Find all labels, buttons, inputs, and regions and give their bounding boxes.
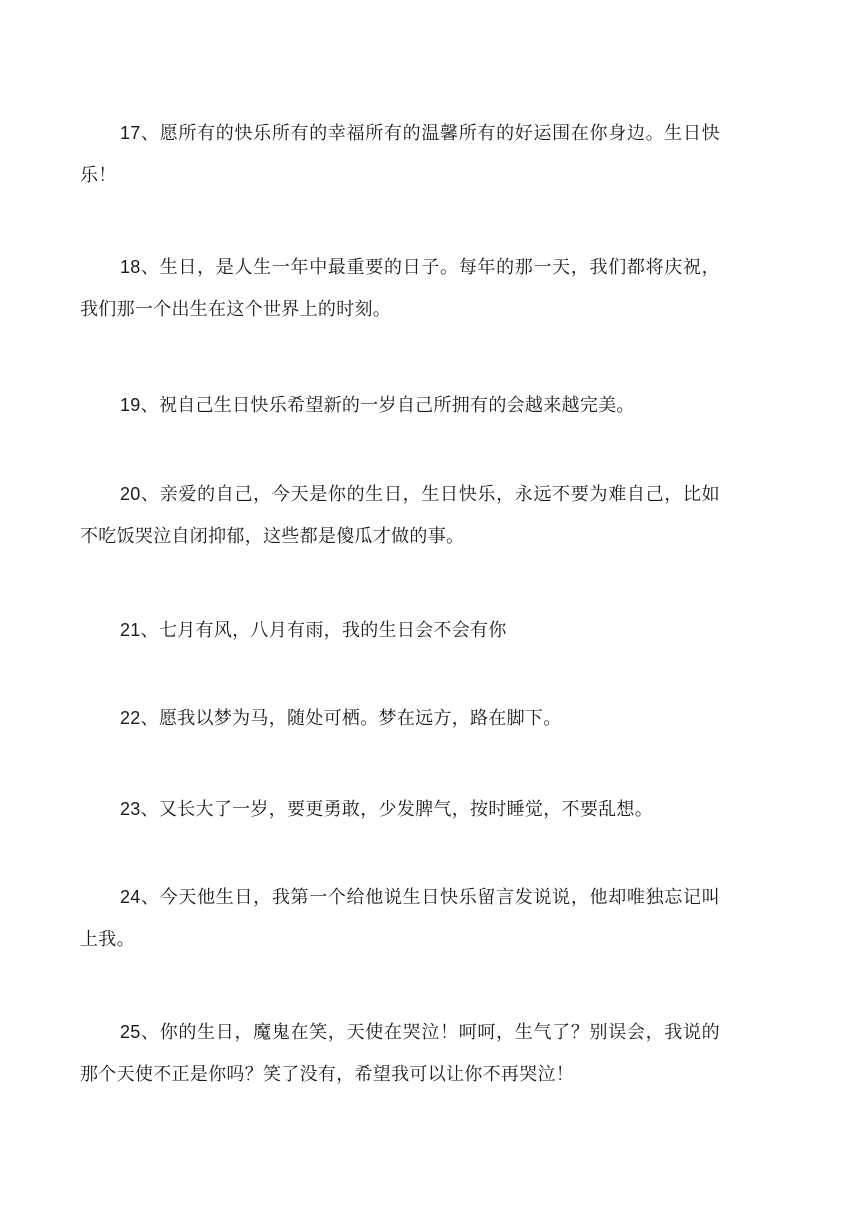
paragraph-19 — [80, 384, 720, 427]
paragraph-24 — [80, 876, 720, 961]
paragraph-separator: 、 — [140, 484, 160, 505]
paragraph-number: 20 — [120, 484, 141, 504]
paragraph-18 — [80, 246, 720, 331]
paragraph-number: 17 — [120, 123, 141, 143]
paragraph-separator: 、 — [140, 257, 160, 278]
paragraph-separator: 、 — [140, 395, 159, 416]
paragraph-text: 祝自己生日快乐希望新的一岁自己所拥有的会越来越完美。 — [158, 395, 635, 416]
paragraph-separator: 、 — [140, 123, 160, 144]
paragraph-separator: 、 — [140, 887, 160, 908]
paragraph-number: 22 — [120, 708, 141, 728]
paragraph-number: 18 — [120, 257, 141, 277]
paragraph-separator: 、 — [140, 620, 159, 641]
paragraph-separator: 、 — [140, 799, 159, 820]
paragraph-text: 愿我以梦为马，随处可栖。梦在远方，路在脚下。 — [158, 708, 562, 729]
paragraph-number: 23 — [120, 799, 141, 819]
paragraph-text: 你的生日，魔鬼在笑，天使在哭泣！呵呵，生气了？别误会，我说的那个天使不正是你吗？笑了没有，希望我可以让你不再哭泣！ — [80, 1022, 720, 1085]
paragraph-20 — [80, 473, 720, 558]
paragraph-number: 19 — [120, 395, 141, 415]
paragraph-number: 24 — [120, 887, 141, 907]
paragraph-text: 七月有风，八月有雨，我的生日会不会有你 — [158, 620, 507, 641]
paragraph-text: 今天他生日，我第一个给他说生日快乐留言发说说，他却唯独忘记叫上我。 — [80, 887, 720, 950]
paragraph-21 — [80, 609, 720, 652]
paragraph-text: 愿所有的快乐所有的幸福所有的温馨所有的好运围在你身边。生日快乐！ — [80, 123, 720, 186]
paragraph-number: 21 — [120, 620, 141, 640]
paragraph-23 — [80, 788, 720, 831]
paragraph-text: 亲爱的自己，今天是你的生日，生日快乐，永远不要为难自己，比如不吃饭哭泣自闭抑郁，这些都是傻瓜才做的事。 — [80, 484, 720, 547]
paragraph-17 — [80, 112, 720, 197]
paragraph-separator: 、 — [140, 1022, 160, 1043]
paragraph-25 — [80, 1011, 720, 1096]
paragraph-text: 生日，是人生一年中最重要的日子。每年的那一天，我们都将庆祝，我们那一个出生在这个世界上的时刻。 — [80, 257, 720, 320]
paragraph-number: 25 — [120, 1022, 141, 1042]
paragraph-22 — [80, 697, 720, 740]
paragraph-text: 又长大了一岁，要更勇敢，少发脾气，按时睡觉，不要乱想。 — [158, 799, 654, 820]
paragraph-separator: 、 — [140, 708, 159, 729]
